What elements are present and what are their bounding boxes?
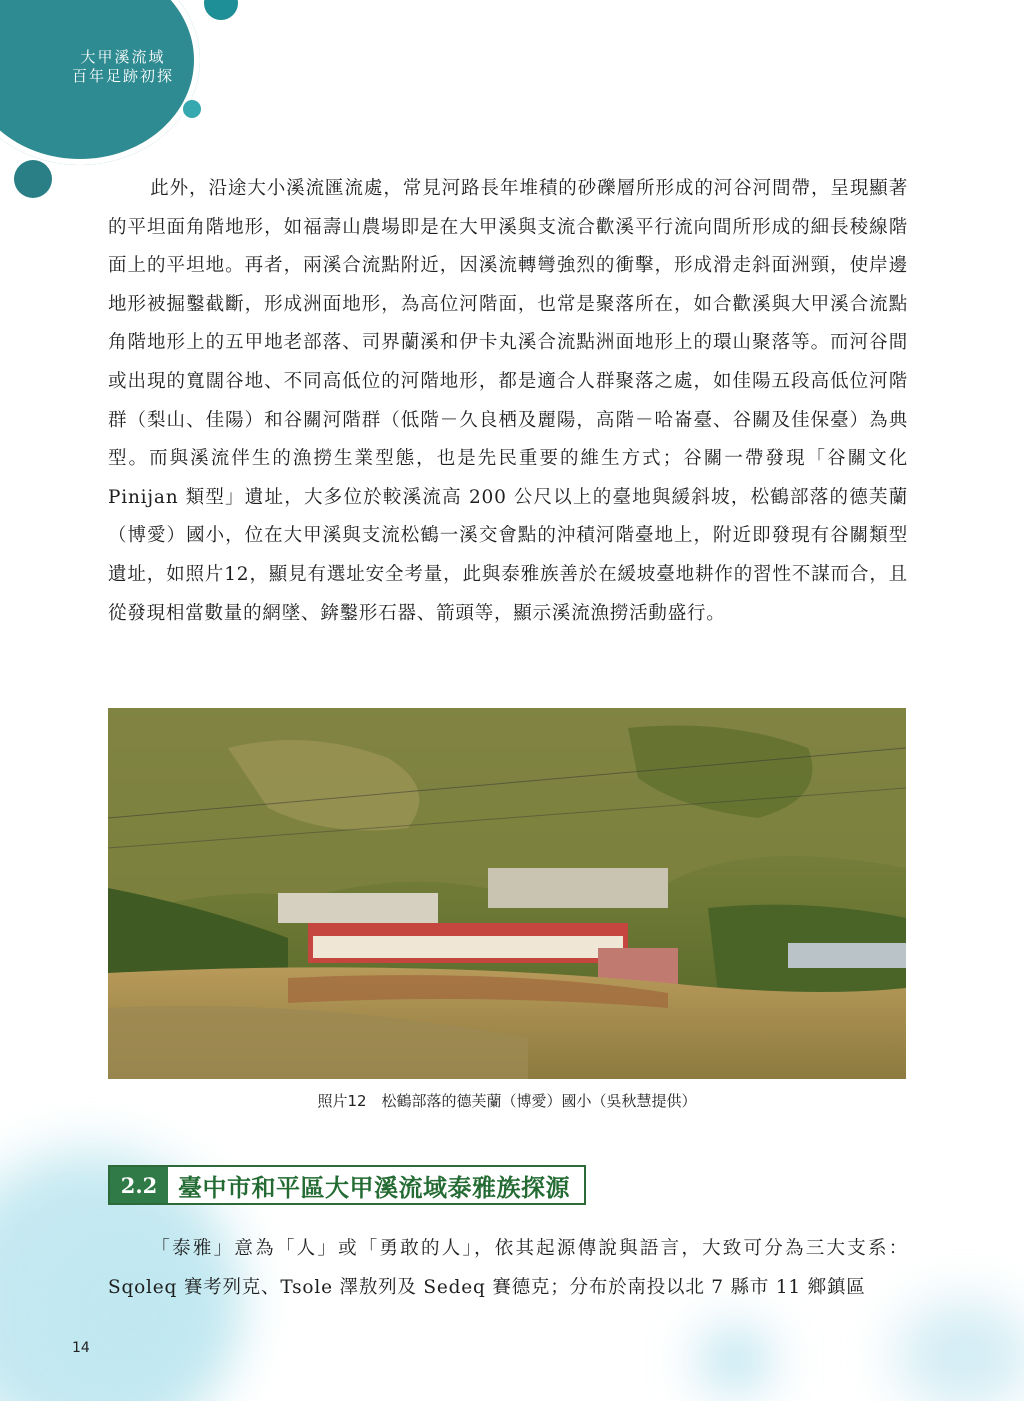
section-title: 臺中市和平區大甲溪流域泰雅族探源 [178,1172,570,1202]
section-heading [108,1165,586,1205]
series-title-line1: 大甲溪流域 [80,48,166,66]
page-number: 14 [72,1340,90,1356]
body-paragraph [108,170,908,633]
series-title [58,48,188,86]
figure-photo [108,708,906,1079]
landscape-photo-illustration [108,708,906,1079]
series-title-line2: 百年足跡初探 [71,67,174,85]
watercolor-decoration [895,1300,1024,1401]
decorative-dot [204,0,238,20]
watercolor-decoration [700,1330,770,1390]
paragraph-text: 「泰雅」意為「人」或「勇敢的人」，依其起源傳說與語言，大致可分為三大支系：Sqoleq 賽考列克、Tsole 澤敖列及 Sedeq 賽德克；分布於南投以北 7 縣市 11 鄉鎮區 [108,1238,908,1298]
paragraph-text: 此外，沿途大小溪流匯流處，常見河路長年堆積的砂礫層所形成的河谷河間帶，呈現顯著的平坦面角階地形，如福壽山農場即是在大甲溪與支流合歡溪平行流向間所形成的細長稜線階面上的平坦地。再者，兩溪合流點附近，因溪流轉彎強烈的衝擊，形成滑走斜面洲頸，使岸邊地形被掘鑿截斷，形成洲面地形，為高位河階面，也常是聚落所在，如合歡溪與大甲溪合流點角階地形上的五甲地老部落、司界蘭溪和伊卡丸溪合流點洲面地形上的環山聚落等。而河谷間或出現的寬闊谷地、不同高低位的河階地形，都是適合人群聚落之處，如佳陽五段高低位河階群（梨山、佳陽）和谷關河階群（低階－久良栖及麗陽，高階－哈崙臺、谷關及佳保臺）為典型。而與溪流伴生的漁撈生業型態，也是先民重要的維生方式；谷關一帶發現「谷關文化 Pinijan 類型」遺址，大多位於較溪流高 200 公尺以上的臺地與緩斜坡，松鶴部落的德芙蘭（博愛）國小，位在大甲溪與支流松鶴一溪交會點的沖積河階臺地上，附近即發現有谷關類型遺址，如照片12，顯見有選址安全考量，此與泰雅族善於在緩坡臺地耕作的習性不謀而合，且從發現相當數量的網墜、錛鑿形石器、箭頭等，顯示溪流漁撈活動盛行。 [108,178,908,624]
body-paragraph [108,1230,908,1307]
section-number: 2.2 [110,1167,168,1203]
figure-caption: 照片12 松鶴部落的德芙蘭（博愛）國小（吳秋慧提供） [317,1092,697,1110]
decorative-dot [14,160,52,198]
decorative-dot [183,100,201,118]
